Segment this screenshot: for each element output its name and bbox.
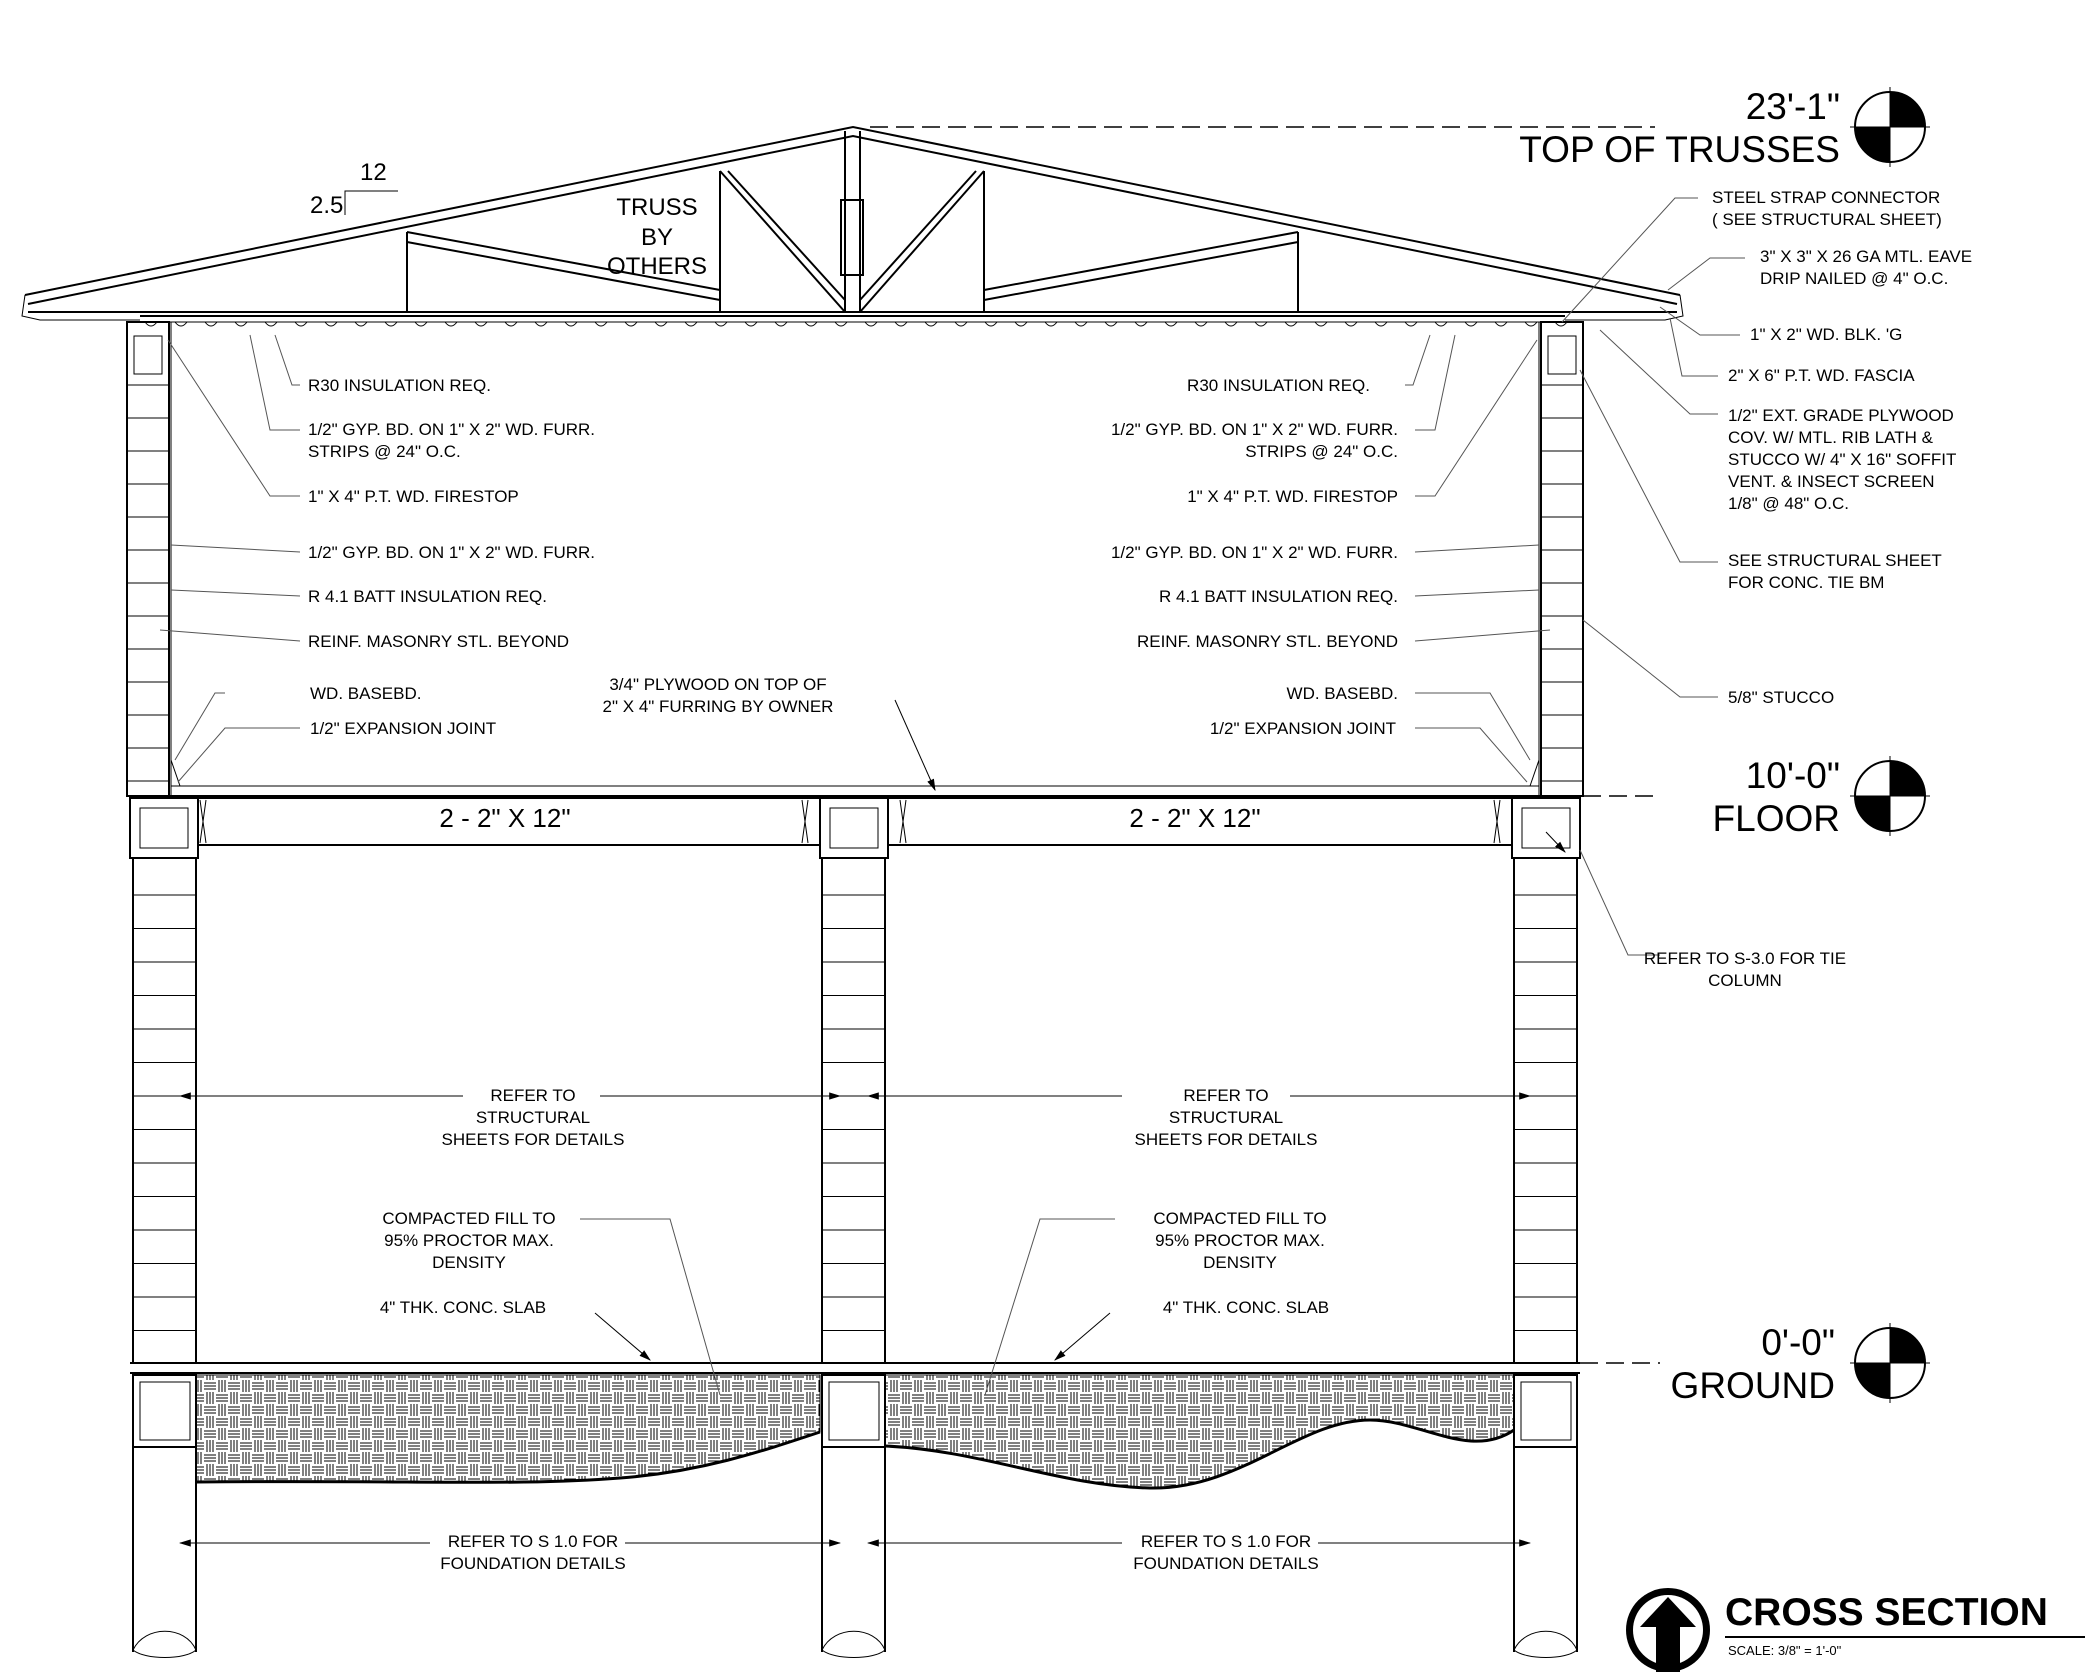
section-title	[1626, 1588, 2085, 1672]
note: 5/8" STUCCO	[1728, 688, 1835, 707]
note: REFER TO S 1.0 FOR	[447, 1532, 619, 1551]
roof-truss	[22, 127, 1683, 326]
notes-right-outer	[1644, 188, 1972, 990]
note: DENSITY	[432, 1253, 506, 1272]
note: COV. W/ MTL. RIB LATH &	[1728, 428, 1933, 447]
level-name: FLOOR	[1712, 798, 1840, 839]
note: WD. BASEBD.	[1286, 684, 1398, 703]
note: 3/4" PLYWOOD ON TOP OF	[609, 675, 827, 694]
note: SEE STRUCTURAL SHEET	[1728, 551, 1942, 570]
level-name: TOP OF TRUSSES	[1519, 129, 1840, 170]
note: REINF. MASONRY STL. BEYOND	[1136, 632, 1398, 651]
note: ( SEE STRUCTURAL SHEET)	[1712, 210, 1942, 229]
note: DRIP NAILED @ 4" O.C.	[1760, 269, 1949, 288]
level-value: 23'-1"	[1745, 86, 1840, 127]
level-marker-ground	[1671, 1322, 1930, 1406]
note: 95% PROCTOR MAX.	[1155, 1231, 1325, 1250]
note: 1" X 4" P.T. WD. FIRESTOP	[1187, 487, 1398, 506]
note: 1" X 4" P.T. WD. FIRESTOP	[308, 487, 519, 506]
truss-note-line: OTHERS	[606, 253, 708, 280]
notes-right-inner	[1111, 376, 1398, 738]
beam-label: 2 - 2" X 12"	[439, 803, 571, 833]
note: 1/2" GYP. BD. ON 1" X 2" WD. FURR.	[1110, 543, 1398, 562]
note: REFER TO	[1183, 1086, 1269, 1105]
title-text: CROSS SECTION	[1725, 1591, 2048, 1634]
note: 1/2" EXPANSION JOINT	[1209, 719, 1396, 738]
note: FOUNDATION DETAILS	[1133, 1554, 1319, 1573]
note: 4" THK. CONC. SLAB	[1162, 1298, 1330, 1317]
scale-text: SCALE: 3/8" = 1'-0"	[1728, 1643, 1842, 1658]
note: SHEETS FOR DETAILS	[441, 1130, 625, 1149]
foundation-note-right	[1133, 1532, 1318, 1573]
level-marker-top-of-trusses	[1519, 86, 1930, 170]
beam-label: 2 - 2" X 12"	[1129, 803, 1261, 833]
note: FOR CONC. TIE BM	[1728, 573, 1885, 592]
notes-left	[308, 376, 595, 738]
note: 1/2" GYP. BD. ON 1" X 2" WD. FURR.	[308, 420, 596, 439]
note: COLUMN	[1708, 971, 1782, 990]
note: REFER TO S 1.0 FOR	[1140, 1532, 1312, 1551]
truss-note	[607, 194, 707, 280]
note: COMPACTED FILL TO	[382, 1209, 556, 1228]
roof-pitch-symbol	[310, 159, 398, 219]
pitch-run: 12	[360, 159, 387, 186]
note: REFER TO	[490, 1086, 576, 1105]
structural-note-left	[442, 1086, 625, 1149]
note: 1/8" @ 48" O.C.	[1728, 494, 1849, 513]
floor-beams	[130, 798, 1580, 858]
note: 4" THK. CONC. SLAB	[379, 1298, 547, 1317]
note: R 4.1 BATT INSULATION REQ.	[1159, 587, 1398, 606]
upper-wall-left	[127, 322, 171, 796]
note: REFER TO S-3.0 FOR TIE	[1643, 949, 1847, 968]
note: 2" X 6" P.T. WD. FASCIA	[1728, 366, 1915, 385]
note: STRIPS @ 24" O.C.	[1245, 442, 1398, 461]
foundation-note-left	[440, 1532, 625, 1573]
lower-columns	[133, 858, 1577, 1363]
note: 1/2" EXT. GRADE PLYWOOD	[1728, 406, 1954, 425]
level-value: 0'-0"	[1761, 1322, 1835, 1363]
plywood-note	[603, 675, 834, 716]
foundation	[133, 1375, 1577, 1658]
note: STEEL STRAP CONNECTOR	[1712, 188, 1941, 207]
pitch-rise: 2.5	[310, 192, 344, 219]
section-arrow-icon	[1626, 1588, 1710, 1672]
note: COMPACTED FILL TO	[1153, 1209, 1327, 1228]
level-name: GROUND	[1670, 1365, 1835, 1406]
note: R30 INSULATION REQ.	[308, 376, 491, 395]
note: WD. BASEBD.	[310, 684, 422, 703]
truss-note-line: TRUSS	[616, 194, 698, 221]
fill-note-right	[1153, 1209, 1329, 1317]
upper-wall-right	[1539, 322, 1583, 796]
note: STUCCO W/ 4" X 16" SOFFIT	[1728, 450, 1957, 469]
note: 2" X 4" FURRING BY OWNER	[602, 697, 834, 716]
note: STRUCTURAL	[475, 1108, 591, 1127]
structural-note-right	[1135, 1086, 1318, 1149]
note: VENT. & INSECT SCREEN	[1728, 472, 1935, 491]
note: 3" X 3" X 26 GA MTL. EAVE	[1760, 247, 1973, 266]
note: 1/2" EXPANSION JOINT	[310, 719, 497, 738]
truss-note-line: BY	[640, 224, 674, 251]
level-value: 10'-0"	[1745, 755, 1840, 796]
note: FOUNDATION DETAILS	[440, 1554, 626, 1573]
note: REINF. MASONRY STL. BEYOND	[308, 632, 570, 651]
note: STRUCTURAL	[1168, 1108, 1284, 1127]
note: R30 INSULATION REQ.	[1187, 376, 1370, 395]
note: SHEETS FOR DETAILS	[1134, 1130, 1318, 1149]
note: 95% PROCTOR MAX.	[384, 1231, 554, 1250]
note: 1/2" GYP. BD. ON 1" X 2" WD. FURR.	[308, 543, 596, 562]
note: STRIPS @ 24" O.C.	[308, 442, 461, 461]
note: 1" X 2" WD. BLK. 'G	[1750, 325, 1903, 344]
level-marker-floor	[1713, 755, 1930, 839]
note: DENSITY	[1203, 1253, 1277, 1272]
note: 1/2" GYP. BD. ON 1" X 2" WD. FURR.	[1110, 420, 1398, 439]
fill-note-left	[380, 1209, 556, 1317]
note: R 4.1 BATT INSULATION REQ.	[308, 587, 547, 606]
